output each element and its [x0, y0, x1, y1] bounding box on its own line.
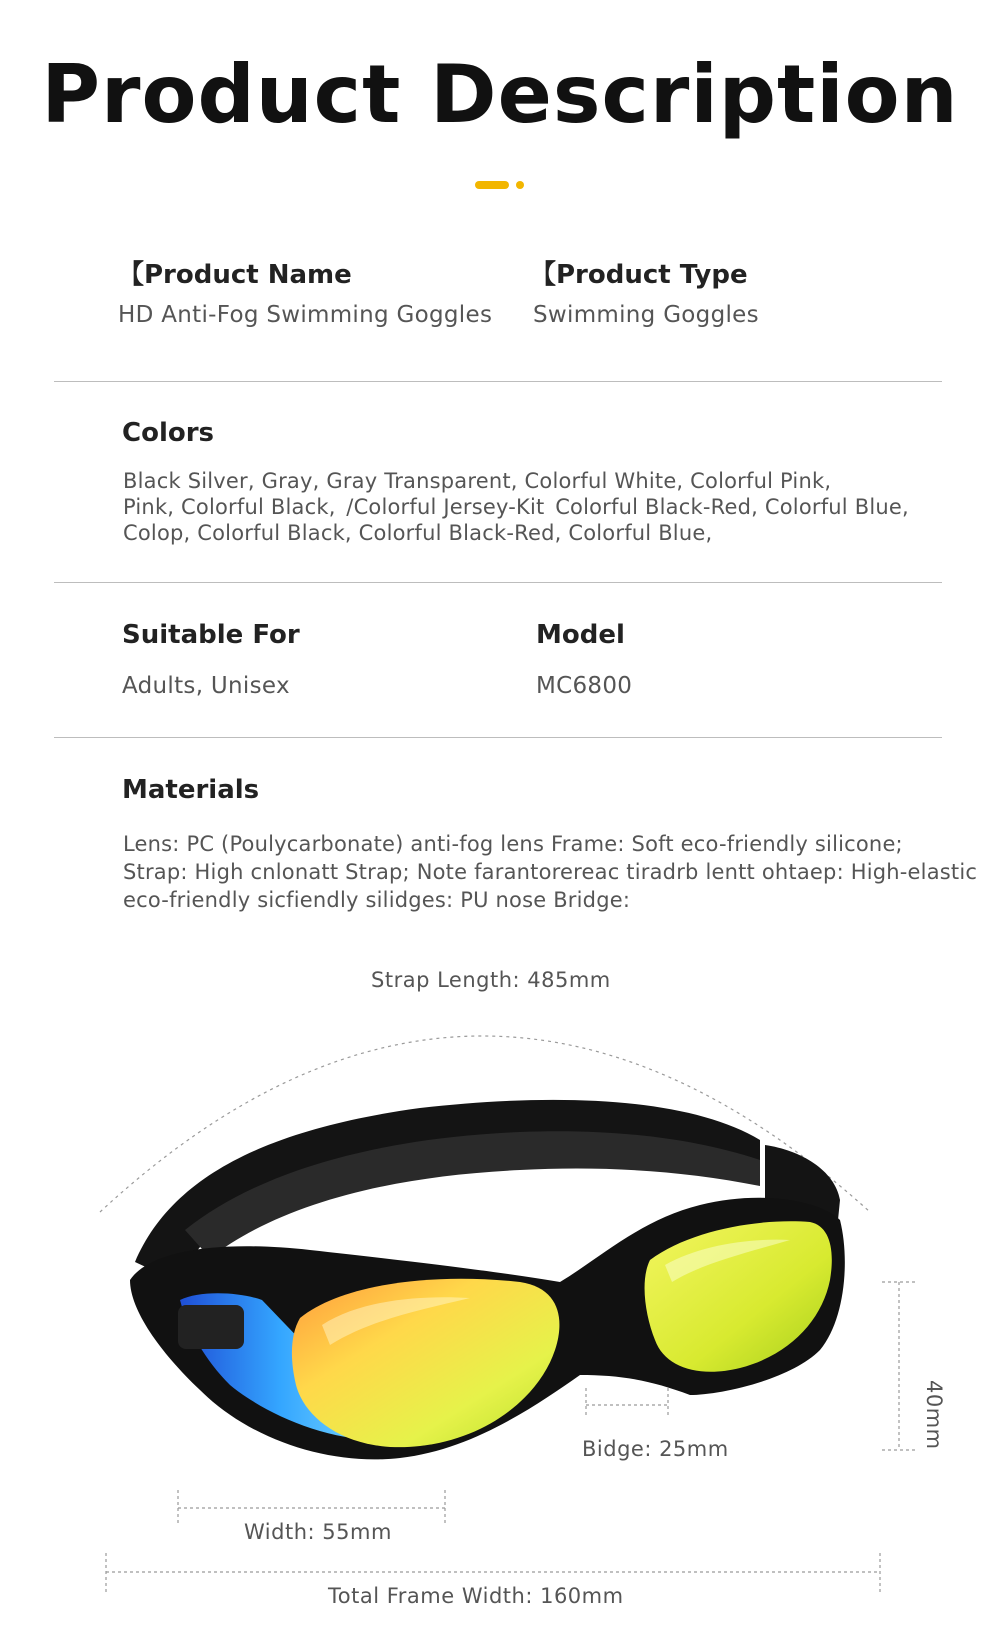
product-type-value: Swimming Goggles	[533, 302, 759, 328]
materials-line: Lens: PC (Poulycarbonate) anti-fog lens Frame: Soft eco-friendly silicone;	[123, 832, 903, 856]
colors-line: Pink, Colorful Black, /Colorful Jersey-Kit Colorful Black-Red, Colorful Blue,	[123, 495, 909, 519]
materials-line: Strap: High cnlonatt Strap; Note farantorereac tiradrb lentt ohtaep: High-elastic	[123, 860, 978, 884]
suitable-for-value: Adults, Unisex	[122, 673, 290, 699]
strap-length-label: Strap Length: 485mm	[371, 968, 611, 992]
total-frame-width-label: Total Frame Width: 160mm	[328, 1584, 624, 1608]
materials-line: eco-friendly sicfiendly silidges: PU nose Bridge:	[123, 888, 631, 912]
page-title: Product Description	[41, 48, 959, 141]
product-type-label: 【Product Type	[530, 260, 748, 290]
height-label: 40mm	[922, 1380, 946, 1450]
colors-line: Colop, Colorful Black, Colorful Black-Red, Colorful Blue,	[123, 521, 713, 545]
bridge-label: Bidge: 25mm	[582, 1437, 729, 1461]
model-value: MC6800	[536, 673, 633, 699]
height-dimension-line	[882, 1282, 916, 1450]
bridge-dimension-line	[586, 1388, 668, 1418]
materials-label: Materials	[122, 775, 260, 805]
product-name-label: 【Product Name	[118, 260, 352, 290]
suitable-for-label: Suitable For	[122, 620, 300, 650]
width-label: Width: 55mm	[244, 1520, 392, 1544]
model-label: Model	[536, 620, 625, 650]
product-name-value: HD Anti-Fog Swimming Goggles	[118, 302, 493, 328]
colors-label: Colors	[122, 418, 215, 448]
strap-buckle	[178, 1305, 244, 1349]
colors-line: Black Silver, Gray, Gray Transparent, Colorful White, Colorful Pink,	[123, 469, 832, 493]
